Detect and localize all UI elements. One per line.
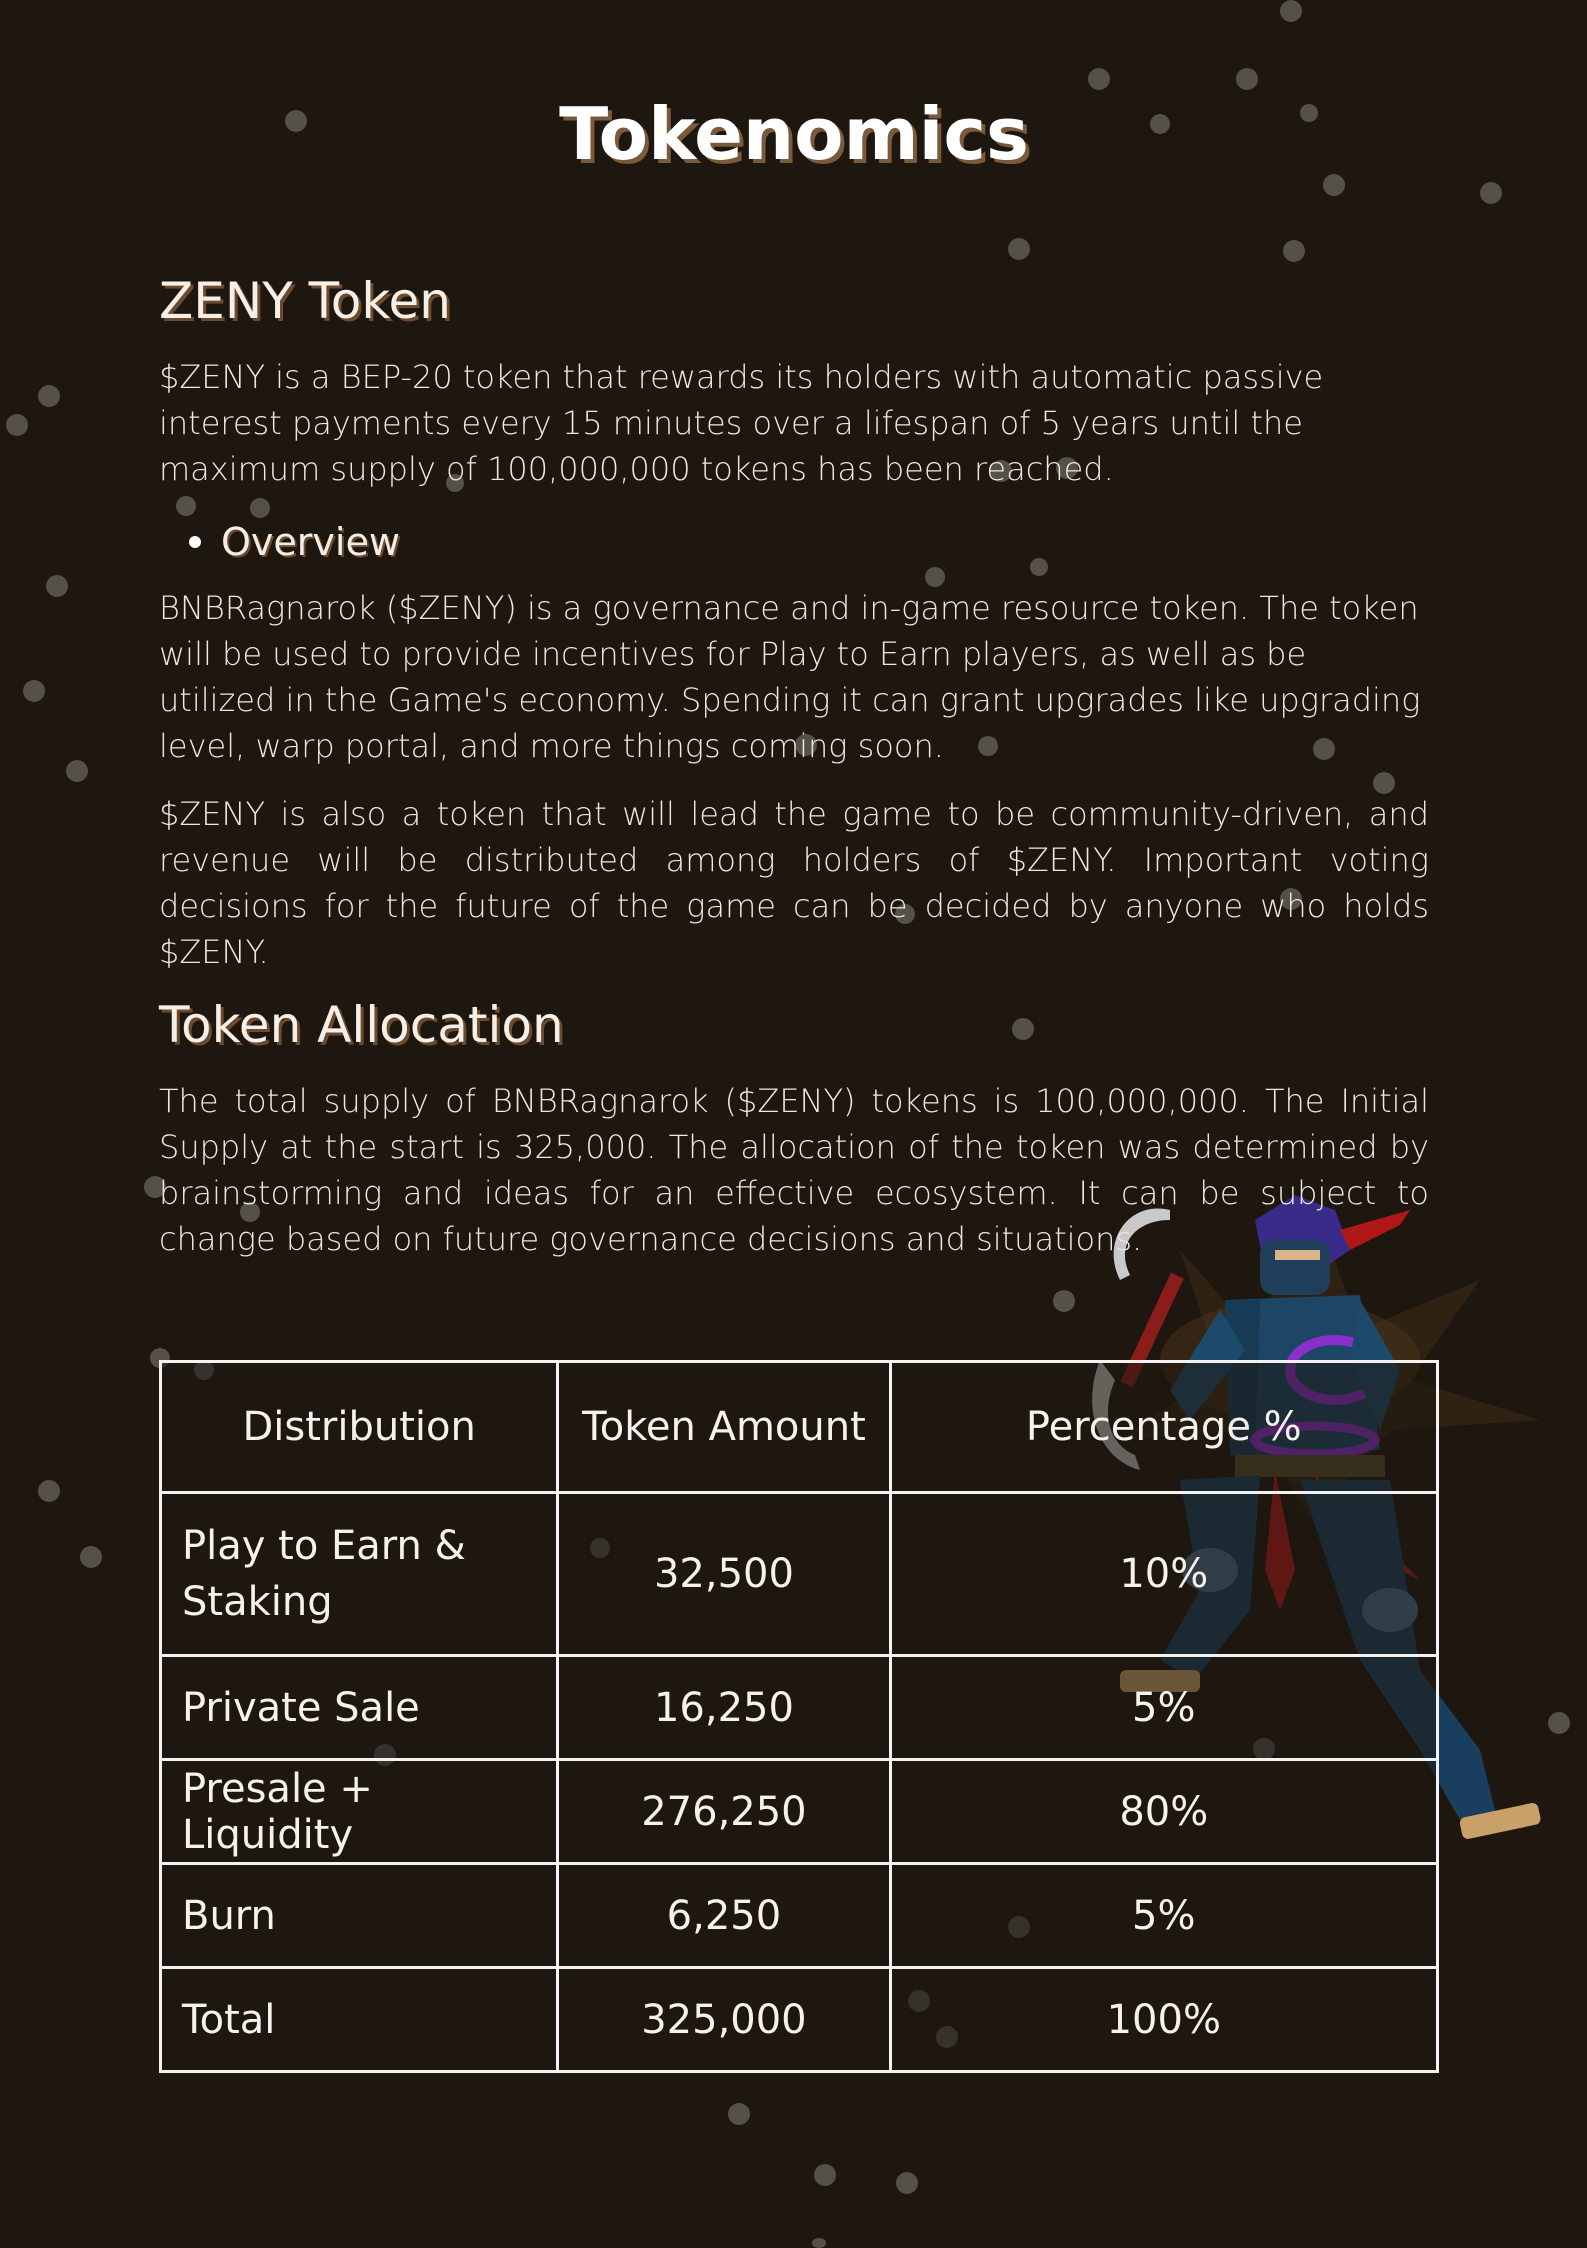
cell-percentage: 5% [890,1864,1437,1968]
header-distribution: Distribution [161,1362,558,1493]
cell-distribution: Burn [161,1864,558,1968]
cell-token-amount: 16,250 [558,1656,890,1760]
bullet-dot-icon [189,536,201,548]
cell-percentage: 5% [890,1656,1437,1760]
cell-token-amount: 32,500 [558,1493,890,1656]
overview-bullet [189,520,400,564]
cell-distribution: Presale + Liquidity [161,1760,558,1864]
allocation-table [159,1360,1439,2073]
header-token-amount: Token Amount [558,1362,890,1493]
cell-token-amount: 6,250 [558,1864,890,1968]
table-row-total [161,1968,1438,2072]
page-title: Tokenomics [559,92,1029,176]
cell-distribution: Play to Earn & Staking [161,1493,558,1656]
table-row [161,1760,1438,1864]
allocation-text: The total supply of BNBRagnarok ($ZENY) tokens is 100,000,000. The Initial Supply at the start is 325,000. The allocation of the token was determined by brainstorming and ideas for an effective ecosystem. It can be subject to change based on future governance decisions and situations. [159,1082,1429,1258]
cell-percentage: 80% [890,1760,1437,1864]
cell-percentage: 100% [890,1968,1437,2072]
table-row [161,1864,1438,1968]
overview-label: Overview [221,520,400,564]
cell-token-amount: 276,250 [558,1760,890,1864]
table-row [161,1493,1438,1656]
header-percentage: Percentage % [890,1362,1437,1493]
cell-token-amount: 325,000 [558,1968,890,2072]
table-row [161,1656,1438,1760]
table-header-row [161,1362,1438,1493]
cell-percentage: 10% [890,1493,1437,1656]
zeny-intro: $ZENY is a BEP-20 token that rewards its holders with automatic passive interest payments every 15 minutes over a lifespan of 5 years until the maximum supply of 100,000,000 tokens has been reached. [159,358,1324,488]
cell-distribution: Total [161,1968,558,2072]
overview-paragraph-1: BNBRagnarok ($ZENY) is a governance and in-game resource token. The token will be used to provide incentives for Play to Earn players, as well as be utilized in the Game's economy. Spending it can grant upgrades like upgrading level, warp portal, and more things coming soon. [159,589,1421,765]
cell-distribution: Private Sale [161,1656,558,1760]
allocation-heading: Token Allocation [159,996,564,1054]
zeny-heading: ZENY Token [159,272,451,330]
overview-paragraph-2: $ZENY is also a token that will lead the game to be community-driven, and revenue will be distributed among holders of $ZENY. Important voting decisions for the future of the game can be decided by anyone who holds $ZENY. [159,795,1429,971]
